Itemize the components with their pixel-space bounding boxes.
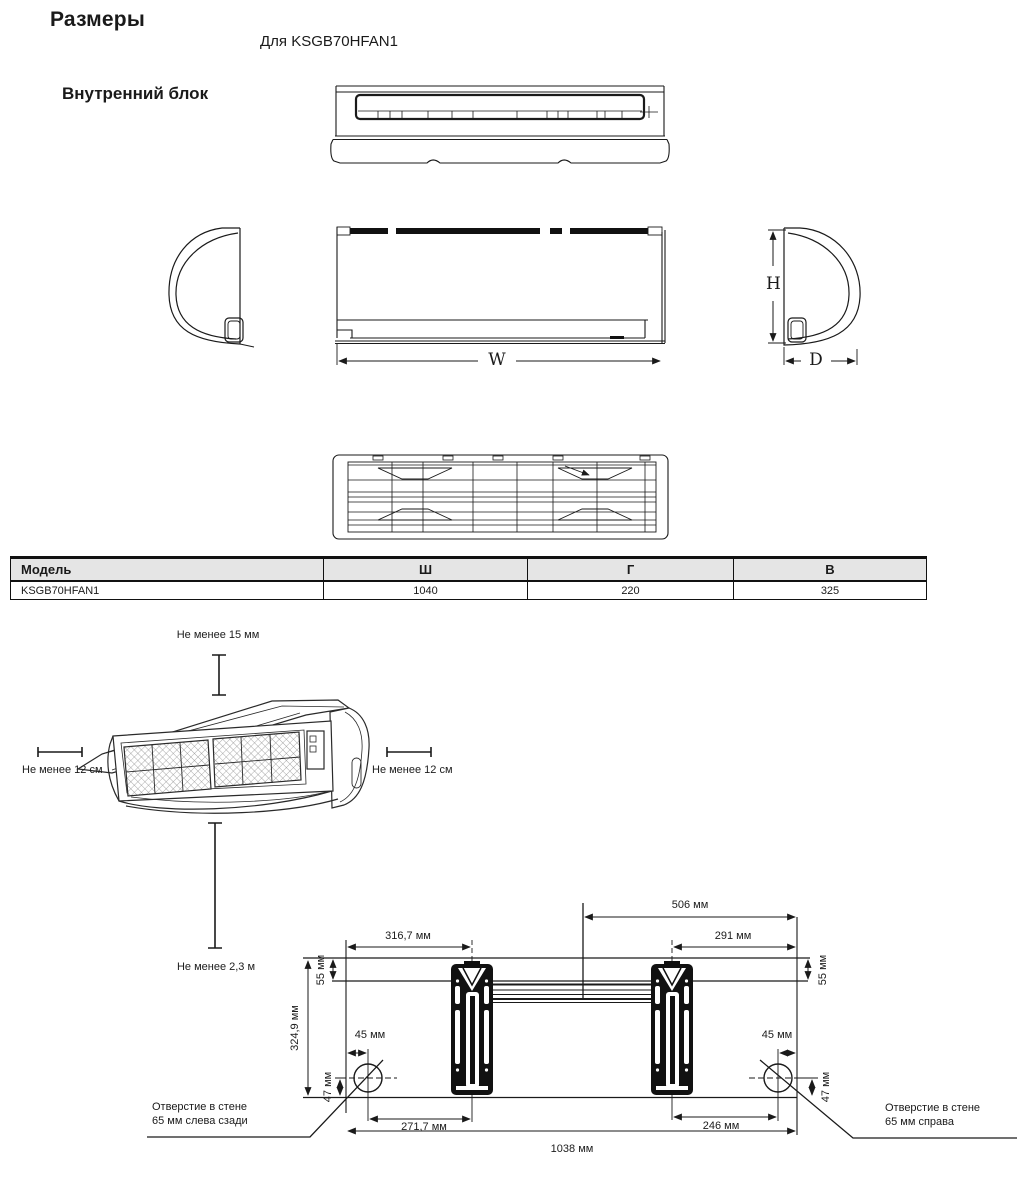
- clearance-right-label: Не менее 12 см: [372, 764, 453, 776]
- wall-hole-callout-left-line2: 65 мм слева сзади: [152, 1115, 248, 1127]
- width-letter-label: W: [488, 350, 506, 370]
- clearance-top-label: Не менее 15 мм: [176, 629, 260, 641]
- dim-246: 246 мм: [702, 1120, 740, 1132]
- cell-depth: 220: [528, 581, 734, 600]
- wall-hole-callout-right-line2: 65 мм справа: [885, 1116, 955, 1128]
- table-row: [11, 581, 927, 600]
- dim-506: 506 мм: [671, 899, 709, 911]
- depth-letter-label: D: [809, 350, 823, 370]
- wall-hole-callout-right-line1: Отверстие в стене: [885, 1102, 981, 1114]
- dim-55-right: 55 мм: [817, 954, 829, 986]
- section-label: Внутренний блок: [62, 84, 209, 103]
- dim-47-left: 47 мм: [322, 1071, 334, 1103]
- mounting-bracket: [451, 961, 493, 1095]
- cell-width: 1040: [324, 581, 528, 600]
- rear-view-drawing: [333, 455, 668, 539]
- clearance-left-label: Не менее 12 см: [22, 764, 103, 776]
- dim-316-7: 316,7 мм: [385, 930, 431, 942]
- dimensions-table: [10, 556, 927, 600]
- col-header-model: Модель: [11, 558, 324, 582]
- table-header-row: [11, 558, 927, 582]
- col-header-width: Ш: [324, 558, 528, 582]
- wall-hole-callout-left-line1: Отверстие в стене: [152, 1101, 248, 1113]
- dim-324-9: 324,9 мм: [289, 1005, 301, 1051]
- right-side-view-drawing: [768, 228, 860, 365]
- col-header-depth: Г: [528, 558, 734, 582]
- perspective-unit-drawing: [78, 700, 369, 813]
- dim-291: 291 мм: [714, 930, 752, 942]
- dim-45-right: 45 мм: [761, 1029, 793, 1041]
- height-letter-label: H: [766, 274, 781, 294]
- dim-55-left: 55 мм: [315, 954, 327, 986]
- model-subtitle: Для KSGB70HFAN1: [260, 33, 398, 50]
- dim-271-7: 271,7 мм: [401, 1121, 447, 1133]
- clearance-bottom-label: Не менее 2,3 м: [176, 961, 256, 973]
- front-view-drawing: [335, 227, 665, 365]
- cell-model: KSGB70HFAN1: [11, 581, 324, 600]
- dim-47-right: 47 мм: [820, 1071, 832, 1103]
- clearance-marks: [38, 655, 431, 948]
- dim-1038: 1038 мм: [550, 1143, 594, 1155]
- wall-hole-callout-left: [152, 1100, 248, 1128]
- page-title: Размеры: [50, 8, 145, 31]
- top-view-drawing: [331, 86, 669, 163]
- left-side-view-drawing: [169, 228, 254, 347]
- cell-height: 325: [734, 581, 927, 600]
- col-header-height: В: [734, 558, 927, 582]
- dim-45-left: 45 мм: [354, 1029, 386, 1041]
- wall-hole-callout-right: [885, 1101, 980, 1129]
